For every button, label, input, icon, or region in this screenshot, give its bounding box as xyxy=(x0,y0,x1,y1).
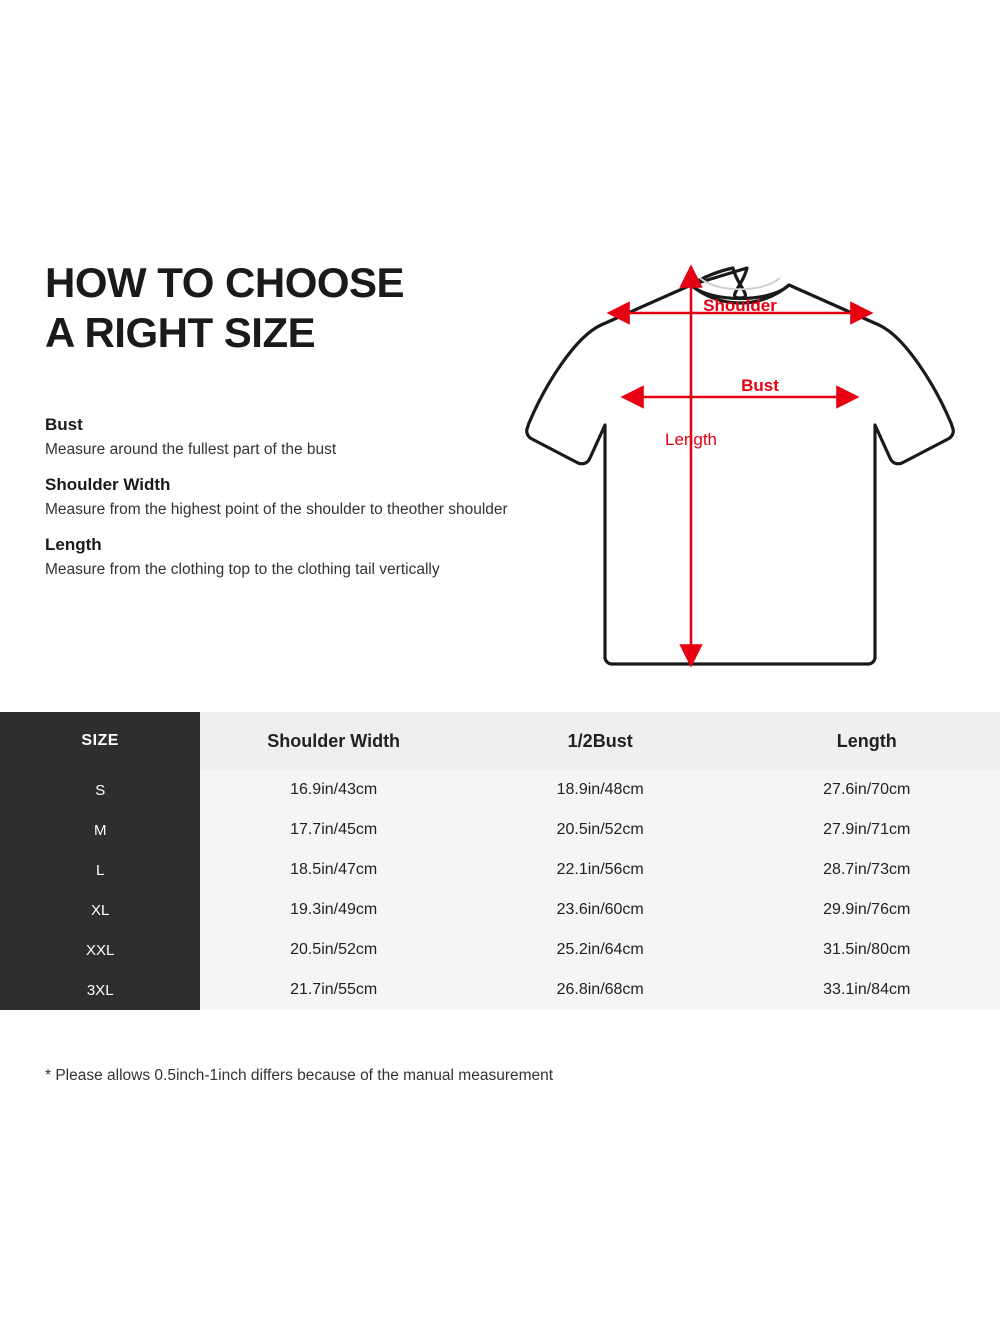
cell-length: 27.6in/70cm xyxy=(733,770,1000,810)
definition-term: Bust xyxy=(45,415,83,434)
length-label: Length xyxy=(665,430,717,449)
definition-length xyxy=(45,535,515,579)
measurement-disclaimer: * Please allows 0.5inch-1inch differs because of the manual measurement xyxy=(45,1067,554,1084)
cell-half-bust: 22.1in/56cm xyxy=(467,850,734,890)
table-row xyxy=(0,930,1000,970)
definition-description: Measure from the clothing top to the clothing tail vertically xyxy=(45,561,440,578)
cell-shoulder-width: 21.7in/55cm xyxy=(200,970,467,1010)
cell-half-bust: 23.6in/60cm xyxy=(467,890,734,930)
definition-term: Shoulder Width xyxy=(45,475,171,494)
size-table xyxy=(0,712,1000,1010)
definitions-list xyxy=(45,415,515,595)
column-header-length: Length xyxy=(733,712,1000,770)
cell-size: 3XL xyxy=(0,970,200,1010)
page-title xyxy=(45,258,505,358)
column-header-shoulder-width: Shoulder Width xyxy=(200,712,467,770)
definition-shoulder-width xyxy=(45,475,515,519)
cell-half-bust: 18.9in/48cm xyxy=(467,770,734,810)
table-row xyxy=(0,890,1000,930)
table-row xyxy=(0,970,1000,1010)
tshirt-outline xyxy=(527,268,954,664)
table-row xyxy=(0,770,1000,810)
cell-length: 27.9in/71cm xyxy=(733,810,1000,850)
size-chart xyxy=(0,712,1000,1032)
definition-description: Measure from the highest point of the shoulder to theother shoulder xyxy=(45,501,508,518)
cell-length: 29.9in/76cm xyxy=(733,890,1000,930)
column-header-half-bust: 1/2Bust xyxy=(467,712,734,770)
cell-length: 33.1in/84cm xyxy=(733,970,1000,1010)
shoulder-label: Shoulder xyxy=(703,296,777,315)
cell-size: M xyxy=(0,810,200,850)
definition-description: Measure around the fullest part of the bust xyxy=(45,441,337,458)
cell-shoulder-width: 19.3in/49cm xyxy=(200,890,467,930)
cell-size: S xyxy=(0,770,200,810)
page-title-line-2: A RIGHT SIZE xyxy=(45,309,316,356)
table-row xyxy=(0,810,1000,850)
table-row xyxy=(0,850,1000,890)
table-header-row xyxy=(0,712,1000,770)
cell-size: XL xyxy=(0,890,200,930)
page-title-line-1: HOW TO CHOOSE xyxy=(45,259,405,306)
cell-shoulder-width: 20.5in/52cm xyxy=(200,930,467,970)
definition-bust xyxy=(45,415,515,459)
cell-shoulder-width: 18.5in/47cm xyxy=(200,850,467,890)
definition-term: Length xyxy=(45,535,102,554)
tshirt-measurement-diagram xyxy=(505,245,975,690)
cell-length: 31.5in/80cm xyxy=(733,930,1000,970)
cell-shoulder-width: 16.9in/43cm xyxy=(200,770,467,810)
cell-half-bust: 20.5in/52cm xyxy=(467,810,734,850)
bust-label: Bust xyxy=(741,376,779,395)
cell-size: XXL xyxy=(0,930,200,970)
cell-length: 28.7in/73cm xyxy=(733,850,1000,890)
cell-half-bust: 25.2in/64cm xyxy=(467,930,734,970)
column-header-size: SIZE xyxy=(0,712,200,770)
cell-size: L xyxy=(0,850,200,890)
cell-shoulder-width: 17.7in/45cm xyxy=(200,810,467,850)
cell-half-bust: 26.8in/68cm xyxy=(467,970,734,1010)
